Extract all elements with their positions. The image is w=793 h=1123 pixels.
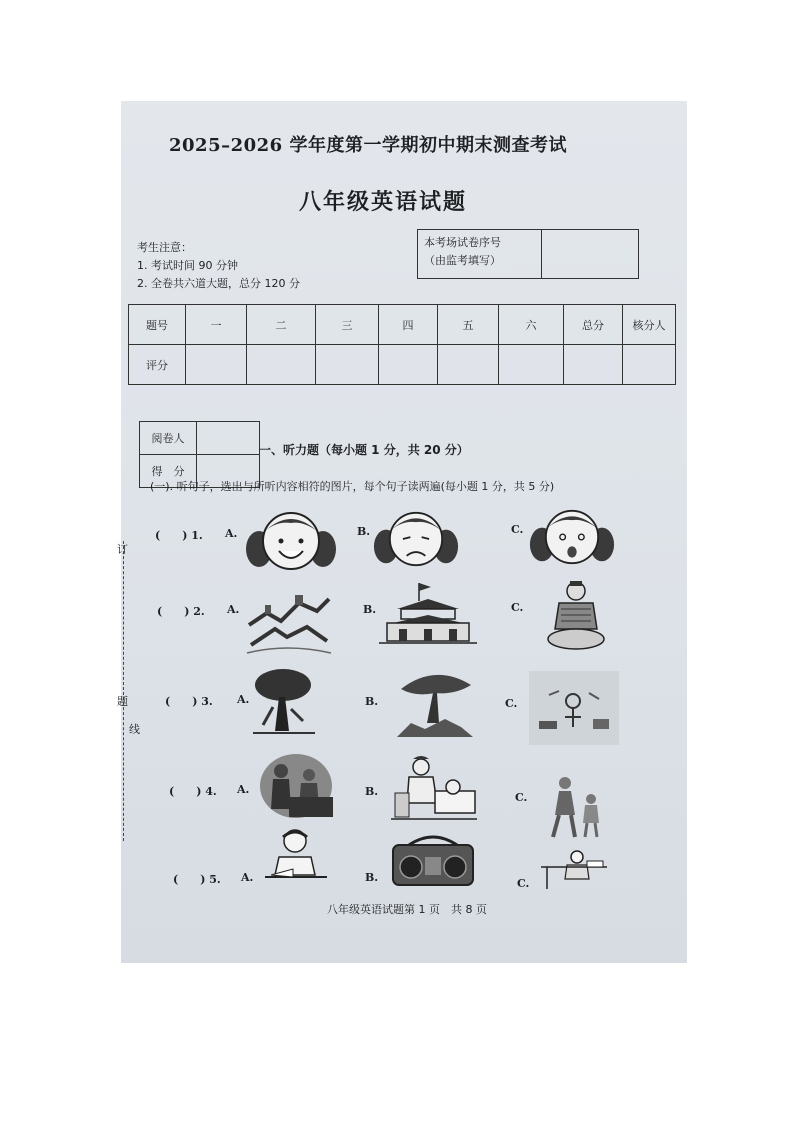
option-c-label: C. [511,601,524,614]
terracotta-warrior-picture [541,579,611,653]
reviewer-field[interactable] [197,422,260,455]
boy-reading-picture [537,849,611,891]
column-header: 三 [316,305,379,345]
tiananmen-picture [379,579,477,649]
option-c-label: C. [517,877,530,890]
score-cell[interactable] [316,345,379,385]
option-a-label: A. [237,693,250,706]
seat-number-field[interactable] [542,230,638,278]
score-cell[interactable] [379,345,438,385]
pine-tree-picture [395,667,475,739]
candidate-notes [137,239,300,293]
binding-line [123,541,124,841]
score-cell[interactable] [499,345,564,385]
great-wall-picture [247,585,331,655]
question-label: ( ) 4. [169,785,217,798]
option-a-label: A. [237,783,250,796]
option-b-label: B. [357,525,371,538]
part-instructions: (一). 听句子，选出与所听内容相符的图片，每个句子读两遍(每小题 1 分，共 5 分) [150,480,555,493]
reviewer-label: 阅卷人 [140,422,197,455]
smiling-girl-picture [245,505,337,577]
question-label: ( ) 5. [173,873,221,886]
column-header: 四 [379,305,438,345]
score-cell[interactable] [438,345,499,385]
paper-title: 八年级英语试题 [299,189,468,215]
row-label: 评分 [129,345,186,385]
column-header: 一 [186,305,247,345]
binding-char: 订 [117,543,128,556]
option-b-label: B. [365,695,379,708]
option-c-label: C. [511,523,524,536]
seat-number-box [417,229,639,279]
page-footer: 八年级英语试题第 1 页 共 8 页 [327,903,487,916]
option-a-label: A. [227,603,240,616]
question-label: ( ) 1. [155,529,203,542]
binding-char: 线 [129,723,140,736]
notes-item: 1. 考试时间 90 分钟 [137,259,238,272]
surprised-girl-picture [529,501,615,573]
column-header: 二 [247,305,316,345]
sad-girl-picture [373,503,459,575]
score-cell[interactable] [247,345,316,385]
tree-shadow-picture [253,667,315,739]
radio-picture [389,833,477,889]
family-photo-picture [259,753,333,819]
seat-number-label: 本考场试卷序号 （由监考填写） [418,230,542,278]
notes-heading: 考生注意： [137,241,192,254]
exam-paper [117,101,687,963]
option-a-label: A. [225,527,238,540]
score-table-header-row [129,305,676,345]
boy-writing-picture [261,827,331,885]
row-label: 题号 [129,305,186,345]
notes-item: 2. 全卷共六道大题，总分 120 分 [137,277,300,290]
exam-title: 2025–2026 学年度第一学期初中期末测查考试 [169,135,567,156]
option-c-label: C. [505,697,518,710]
column-header: 五 [438,305,499,345]
section-title: 一、听力题（每小题 1 分，共 20 分） [259,443,469,457]
option-a-label: A. [241,871,254,884]
column-header: 总分 [564,305,623,345]
score-cell[interactable] [623,345,676,385]
score-cell[interactable] [564,345,623,385]
binding-char: 题 [117,695,128,708]
mother-and-sick-child-picture [391,753,477,825]
question-label: ( ) 3. [165,695,213,708]
option-b-label: B. [363,603,377,616]
score-cell[interactable] [186,345,247,385]
score-label: 得 分 [140,455,197,488]
question-label: ( ) 2. [157,605,205,618]
option-b-label: B. [365,785,379,798]
score-table-score-row [129,345,676,385]
score-table [128,304,676,385]
option-b-label: B. [365,871,379,884]
option-c-label: C. [515,791,528,804]
man-and-child-picture [545,773,609,841]
column-header: 核分人 [623,305,676,345]
column-header: 六 [499,305,564,345]
scattered-objects-picture [529,671,619,745]
